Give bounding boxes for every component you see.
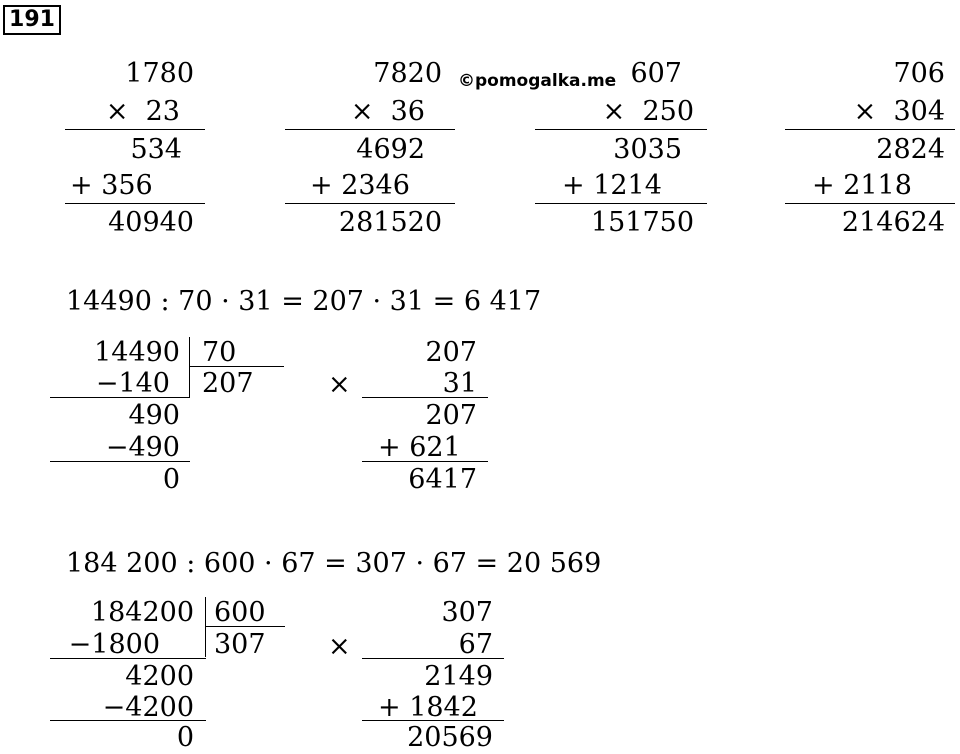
- multiplicand: 607: [630, 58, 682, 89]
- sum-line: [285, 203, 455, 204]
- subtrahend-1: −140: [95, 368, 170, 399]
- multiplier: × 250: [602, 96, 694, 127]
- partial-product-1: 534: [130, 134, 182, 165]
- product-line: [785, 129, 955, 130]
- times-sign: ×: [328, 369, 351, 400]
- product-result: 20569: [407, 722, 493, 753]
- multiplier: × 23: [105, 96, 180, 127]
- sum-line: [362, 461, 488, 462]
- division-bar: [189, 337, 190, 397]
- product-result: 281520: [338, 207, 442, 238]
- multiplicand: 706: [893, 58, 945, 89]
- multiplicand: 1780: [125, 58, 194, 89]
- divisor-line: [205, 626, 285, 627]
- multiplicand: 7820: [373, 58, 442, 89]
- product-result: 214624: [841, 207, 945, 238]
- product-line: [535, 129, 707, 130]
- product-line: [362, 397, 488, 398]
- quotient: 307: [214, 629, 266, 660]
- divisor-line: [189, 366, 284, 367]
- partial-product-1: 3035: [613, 134, 682, 165]
- watermark: ©pomogalka.me: [458, 71, 617, 91]
- divisor: 600: [214, 597, 266, 628]
- multiplier: × 36: [350, 96, 425, 127]
- product-line: [362, 658, 504, 659]
- multiplicand: 207: [425, 337, 477, 368]
- sum-line: [65, 203, 205, 204]
- sum-line: [362, 720, 504, 721]
- remainder-1: 4200: [125, 661, 194, 692]
- division-bar: [205, 597, 206, 657]
- multiplicand: 307: [441, 597, 493, 628]
- partial-product-2: + 2346: [310, 170, 410, 201]
- remainder-final: 0: [176, 722, 194, 753]
- quotient: 207: [202, 368, 254, 399]
- product-line: [285, 129, 455, 130]
- partial-product-1: 2824: [876, 134, 945, 165]
- partial-product-1: 4692: [356, 134, 425, 165]
- sum-line: [785, 203, 955, 204]
- multiplier: × 304: [853, 96, 945, 127]
- partial-product-2: + 1214: [562, 170, 662, 201]
- remainder-1: 490: [128, 400, 180, 431]
- multiplier: 31: [442, 368, 477, 399]
- product-line: [65, 129, 205, 130]
- step-line-1: [50, 658, 206, 659]
- divisor: 70: [202, 337, 237, 368]
- product-result: 151750: [590, 207, 694, 238]
- product-result: 40940: [108, 207, 194, 238]
- step-line-1: [50, 397, 190, 398]
- subtrahend-1: −1800: [68, 629, 160, 660]
- multiplier: 67: [458, 629, 493, 660]
- partial-product-2: + 1842: [378, 692, 478, 723]
- partial-product-2: + 2118: [812, 170, 912, 201]
- times-sign: ×: [328, 631, 351, 662]
- partial-product-2: + 621: [378, 432, 461, 463]
- sum-line: [535, 203, 707, 204]
- dividend: 184200: [90, 597, 194, 628]
- partial-product-2: + 356: [70, 170, 153, 201]
- subtrahend-2: −490: [105, 432, 180, 463]
- problem-number: 191: [3, 5, 61, 35]
- step-line-2: [50, 461, 190, 462]
- equation: 184 200 : 600 · 67 = 307 · 67 = 20 569: [66, 548, 602, 579]
- step-line-2: [50, 720, 206, 721]
- subtrahend-2: −4200: [102, 692, 194, 723]
- partial-product-1: 207: [425, 400, 477, 431]
- dividend: 14490: [94, 337, 180, 368]
- equation: 14490 : 70 · 31 = 207 · 31 = 6 417: [66, 286, 542, 317]
- partial-product-1: 2149: [424, 661, 493, 692]
- product-result: 6417: [408, 464, 477, 495]
- remainder-final: 0: [162, 464, 180, 495]
